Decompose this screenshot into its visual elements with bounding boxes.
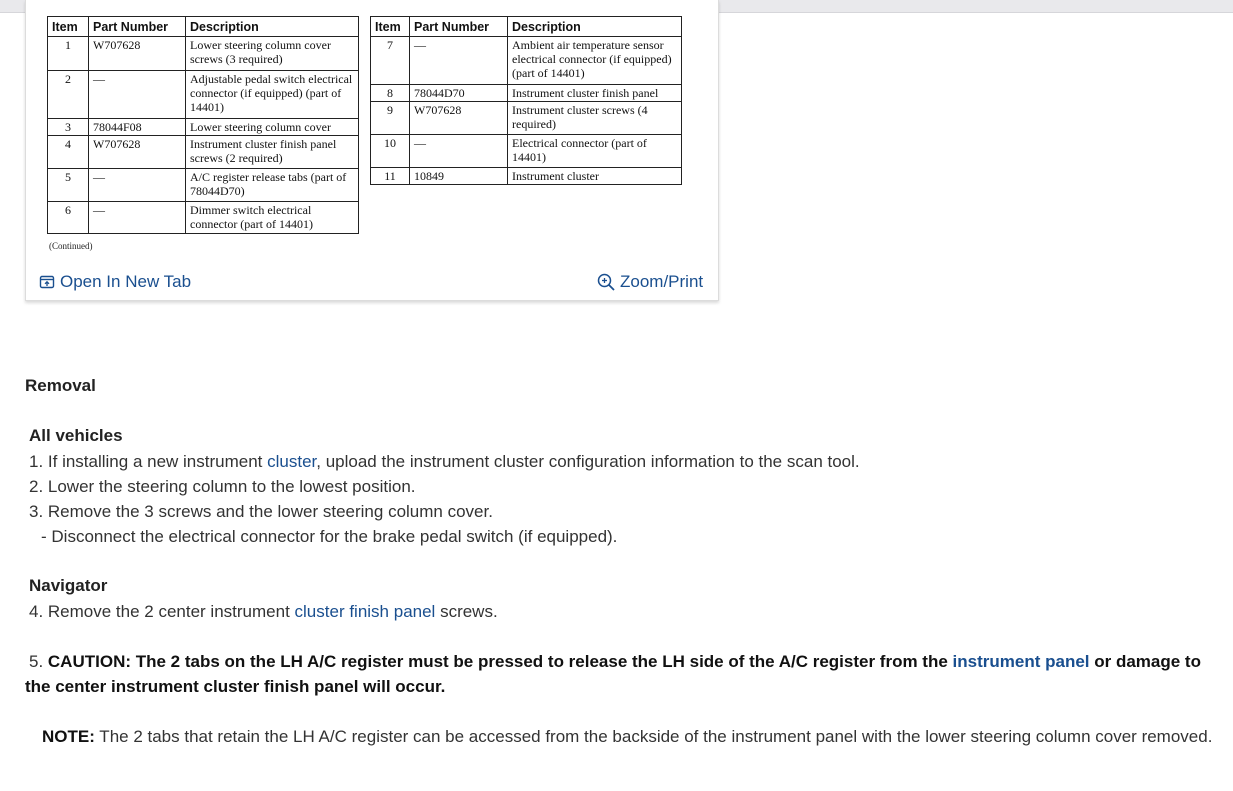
note-label: NOTE: — [42, 727, 95, 746]
table-row — [371, 102, 682, 135]
table-row — [48, 119, 359, 136]
table-row — [371, 168, 682, 185]
header-description: Description — [508, 17, 682, 37]
item-number: 6 — [48, 202, 89, 234]
parts-table-left — [47, 16, 359, 234]
item-number: 11 — [371, 168, 410, 185]
header-item: Item — [371, 17, 410, 37]
part-description: Instrument cluster finish panel — [508, 85, 682, 102]
part-number: W707628 — [410, 102, 508, 135]
part-description: Electrical connector (part of 14401) — [508, 135, 682, 168]
part-description: Adjustable pedal switch electrical connector (if equipped) (part of 14401) — [186, 71, 359, 119]
step-3: 3. Remove the 3 screws and the lower steering column cover. — [29, 502, 493, 521]
item-number: 2 — [48, 71, 89, 119]
zoom-print-label: Zoom/Print — [620, 272, 704, 291]
caution-text: CAUTION: The 2 tabs on the LH A/C register must be pressed to release the LH side of the A/C register from the — [47, 652, 953, 671]
part-number: 78044D70 — [410, 85, 508, 102]
part-number: — — [89, 169, 186, 202]
part-description: Lower steering column cover screws (3 required) — [186, 37, 359, 71]
part-description: Lower steering column cover — [186, 119, 359, 136]
step-4-text: 4. Remove the 2 center instrument — [29, 602, 295, 621]
item-number: 10 — [371, 135, 410, 168]
step-1-text-end: , upload the instrument cluster configuration information to the scan tool. — [316, 452, 860, 471]
table-row — [48, 136, 359, 169]
cluster-link[interactable]: cluster — [267, 452, 317, 471]
part-number: W707628 — [89, 37, 186, 71]
item-number: 3 — [48, 119, 89, 136]
header-description: Description — [186, 17, 359, 37]
table-row — [371, 135, 682, 168]
part-number: — — [410, 37, 508, 85]
step-4-text-end: screws. — [435, 602, 498, 621]
step-4 — [29, 599, 498, 624]
part-number: — — [410, 135, 508, 168]
table-row — [48, 202, 359, 234]
table-row — [371, 85, 682, 102]
part-number: 10849 — [410, 168, 508, 185]
item-number: 1 — [48, 37, 89, 71]
open-new-tab-label: Open In New Tab — [60, 272, 192, 291]
continued-label: (Continued) — [49, 241, 93, 251]
step-5-caution — [25, 649, 1215, 699]
item-number: 7 — [371, 37, 410, 85]
part-description: Ambient air temperature sensor electrical connector (if equipped) (part of 14401) — [508, 37, 682, 85]
table-row — [371, 37, 682, 85]
item-number: 8 — [371, 85, 410, 102]
removal-heading: Removal — [25, 376, 96, 395]
step-1-text: 1. If installing a new instrument — [29, 452, 268, 471]
parts-table-right — [370, 16, 682, 185]
part-description: Dimmer switch electrical connector (part of 14401) — [186, 202, 359, 234]
item-number: 9 — [371, 102, 410, 135]
part-description: Instrument cluster finish panel screws (2 required) — [186, 136, 359, 169]
all-vehicles-heading: All vehicles — [29, 426, 123, 445]
part-description: Instrument cluster screws (4 required) — [508, 102, 682, 135]
open-new-tab-icon — [39, 274, 55, 290]
header-part-number: Part Number — [89, 17, 186, 37]
part-number: 78044F08 — [89, 119, 186, 136]
note — [25, 724, 1215, 749]
item-number: 5 — [48, 169, 89, 202]
part-number: — — [89, 71, 186, 119]
navigator-heading: Navigator — [29, 576, 108, 595]
caution-text-end: or damage to the center instrument cluster finish panel will occur. — [25, 652, 1201, 696]
step-1 — [29, 449, 860, 474]
part-description: A/C register release tabs (part of 78044D70) — [186, 169, 359, 202]
table-row — [48, 71, 359, 119]
table-row — [48, 37, 359, 71]
step-5-number: 5. — [29, 652, 48, 671]
cluster-finish-panel-link[interactable]: cluster finish panel — [294, 602, 436, 621]
part-number: W707628 — [89, 136, 186, 169]
table-header-row — [371, 17, 682, 37]
open-in-new-tab-link[interactable] — [39, 272, 191, 292]
item-number: 4 — [48, 136, 89, 169]
header-part-number: Part Number — [410, 17, 508, 37]
table-header-row — [48, 17, 359, 37]
table-row — [48, 169, 359, 202]
step-2: 2. Lower the steering column to the lowest position. — [29, 477, 416, 496]
header-item: Item — [48, 17, 89, 37]
step-3-substep: - Disconnect the electrical connector for the brake pedal switch (if equipped). — [41, 527, 618, 546]
instrument-panel-link[interactable]: instrument panel — [952, 652, 1090, 671]
part-number: — — [89, 202, 186, 234]
note-text: The 2 tabs that retain the LH A/C register can be accessed from the backside of the instrument panel with the lower steering column cover removed. — [94, 727, 1213, 746]
part-description: Instrument cluster — [508, 168, 682, 185]
zoom-print-link[interactable] — [597, 272, 703, 292]
zoom-icon — [597, 273, 615, 291]
